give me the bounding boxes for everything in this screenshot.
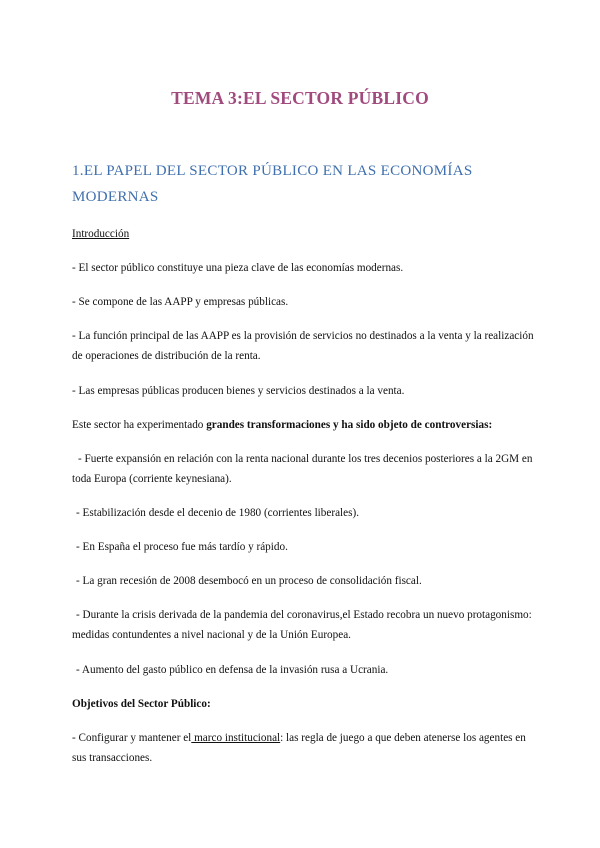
transform-item: - Fuerte expansión en relación con la renta nacional durante los tres decenios posteriores a la 2GM en toda Europa (corriente keynesiana). (72, 453, 533, 485)
intro-item: - La función principal de las AAPP es la provisión de servicios no destinados a la venta y la realización de operaciones de distribución de la renta. (72, 330, 534, 362)
objectives-heading: Objetivos del Sector Público: (72, 698, 211, 710)
objective-item (72, 728, 542, 768)
transform-bold: grandes transformaciones y ha sido objeto de controversias: (206, 419, 493, 431)
transform-item: - En España el proceso fue más tardío y rápido. (76, 541, 288, 553)
transform-intro: Este sector ha experimentado (72, 419, 207, 431)
transform-item: - Estabilización desde el decenio de 1980 (corrientes liberales). (76, 507, 359, 519)
section-heading: 1.EL PAPEL DEL SECTOR PÚBLICO EN LAS ECONOMÍAS MODERNAS (72, 163, 473, 205)
intro-item: - El sector público constituye una pieza clave de las economías modernas. (72, 262, 404, 274)
transform-item: - La gran recesión de 2008 desembocó en un proceso de consolidación fiscal. (76, 575, 422, 587)
intro-label: Introducción (72, 228, 130, 240)
intro-item: - Se compone de las AAPP y empresas públicas. (72, 296, 289, 308)
document-title: TEMA 3:EL SECTOR PÚBLICO (171, 88, 429, 108)
intro-item: - Las empresas públicas producen bienes y servicios destinados a la venta. (72, 385, 405, 397)
transform-item: - Aumento del gasto público en defensa de la invasión rusa a Ucrania. (76, 664, 389, 676)
objective-text-start: - Configurar y mantener el (72, 732, 192, 744)
transform-paragraph (72, 415, 542, 435)
transform-item: - Durante la crisis derivada de la pandemia del coronavirus,el Estado recobra un nuevo protagonismo: medidas contundentes a nivel nacional y de la Unión Europea. (72, 609, 532, 641)
objective-text-end: : las regla de juego a que deben atenerse los agentes en sus transacciones. (72, 732, 526, 764)
marco-institucional-link: marco institucional (191, 732, 281, 744)
